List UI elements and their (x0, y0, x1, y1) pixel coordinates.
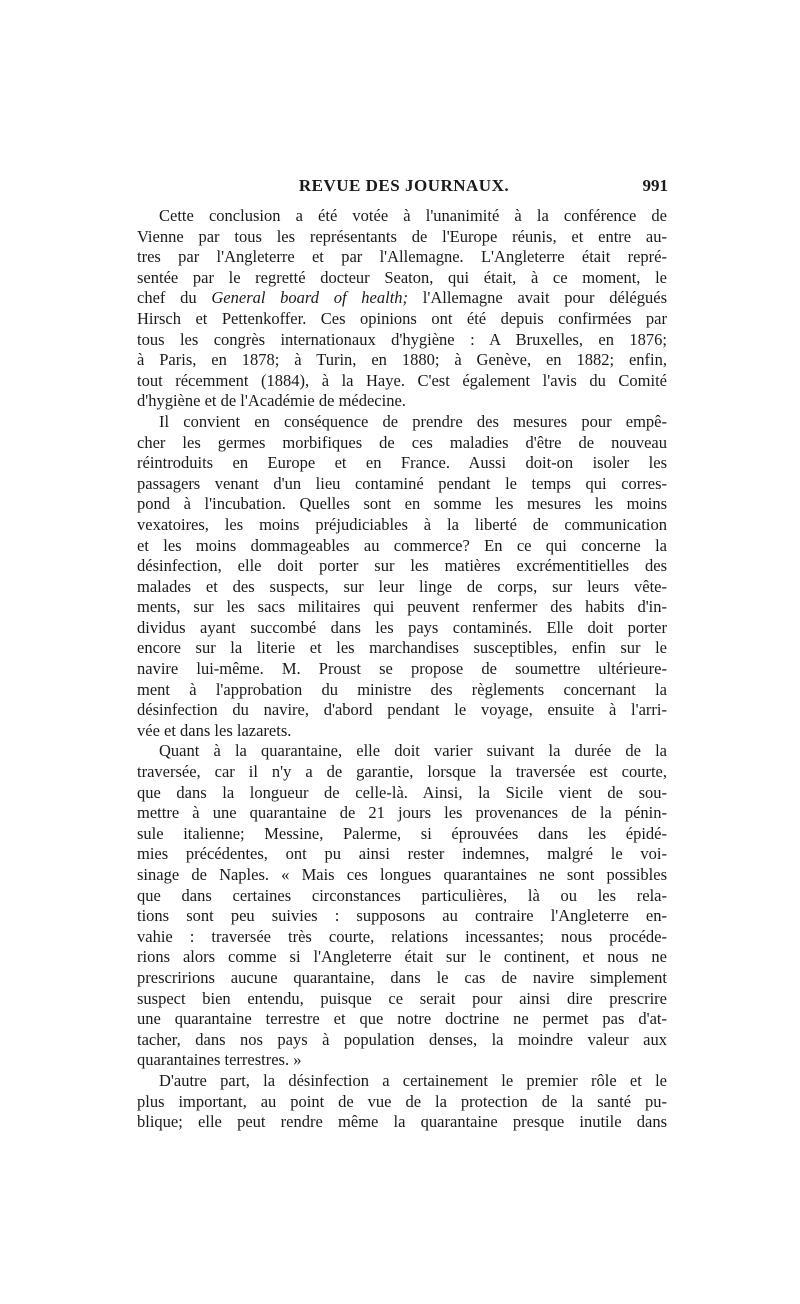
text-line: vexatoires, les moins préjudiciables à la liberté de communication (137, 514, 667, 534)
text-line: et les moins dommageables au commerce? En ce qui concerne la (137, 535, 667, 555)
text-line: Il convient en conséquence de prendre des mesures pour empê- (159, 411, 667, 431)
text-line: rions alors comme si l'Angleterre était sur le continent, et nous ne (137, 947, 667, 967)
text-line: Quant à la quarantaine, elle doit varier suivant la durée de la (159, 741, 667, 761)
text-line: Hirsch et Pettenkoffer. Ces opinions ont été depuis confirmées par (137, 308, 667, 328)
text-line: dividus ayant succombé dans les pays contaminés. Elle doit porter (137, 617, 667, 637)
text-line: tous les congrès internationaux d'hygiène : A Bruxelles, en 1876; (137, 329, 667, 349)
text-line: sinage de Naples. « Mais ces longues quarantaines ne sont possibles (137, 865, 667, 884)
text-line: à Paris, en 1878; à Turin, en 1880; à Genève, en 1882; enfin, (137, 350, 667, 370)
text-line: tres par l'Angleterre et par l'Allemagne. L'Angleterre était repré- (137, 247, 667, 267)
text-line: navire lui-même. M. Proust se propose de soumettre ultérieure- (137, 659, 667, 679)
text-line: Vienne par tous les représentants de l'Europe réunis, et entre au- (137, 226, 667, 246)
text-line: plus important, au point de vue de la protection de la santé pu- (137, 1091, 667, 1111)
text-line: mies précédentes, ont pu ainsi rester indemnes, malgré le voi- (137, 844, 667, 864)
text-line: D'autre part, la désinfection a certainement le premier rôle et le (159, 1070, 667, 1090)
text-line: désinfection du navire, d'abord pendant le voyage, ensuite à l'arri- (137, 700, 667, 720)
text-line: pond à l'incubation. Quelles sont en somme les mesures les moins (137, 494, 667, 514)
text-line: ment à l'approbation du ministre des règlements concernant la (137, 679, 667, 699)
text-line: sentée par le regretté docteur Seaton, qui était, à ce moment, le (137, 267, 667, 287)
text-line: ments, sur les sacs militaires qui peuvent renfermer des habits d'in- (137, 597, 667, 617)
text-line: désinfection, elle doit porter sur les matières excrémentitielles des (137, 556, 667, 576)
text-line: traversée, car il n'y a de garantie, lorsque la traversée est courte, (137, 762, 667, 782)
text-line: quarantaines terrestres. » (137, 1050, 302, 1070)
page-header (140, 176, 668, 200)
text-line: blique; elle peut rendre même la quarantaine presque inutile dans (137, 1112, 667, 1132)
text-line: une quarantaine terrestre et que notre doctrine ne permet pas d'at- (137, 1009, 667, 1029)
text-line: suspect bien entendu, puisque ce serait pour ainsi dire prescrire (137, 988, 667, 1008)
text-line: chef du General board of health; l'Allemagne avait pour délégués (137, 288, 667, 308)
text-line: malades et des suspects, sur leur linge de corps, sur leurs vête- (137, 576, 667, 596)
text-line: réintroduits en Europe et en France. Aussi doit-on isoler les (137, 453, 667, 473)
text-line: tout récemment (1884), à la Haye. C'est également l'avis du Comité (137, 370, 667, 390)
text-line: que dans la longueur de celle-là. Ainsi, la Sicile vient de sou- (137, 782, 667, 802)
text-line: tacher, dans nos pays à population denses, la moindre valeur aux (137, 1029, 667, 1049)
text-line: passagers venant d'un lieu contaminé pendant le temps qui corres- (137, 473, 667, 493)
text-line: encore sur la literie et les marchandises susceptibles, enfin sur le (137, 638, 667, 658)
text-line: mettre à une quarantaine de 21 jours les provenances de la pénin- (137, 803, 667, 823)
text-line: Cette conclusion a été votée à l'unanimité à la conférence de (159, 206, 667, 225)
text-line: que dans certaines circonstances particulières, là ou les rela- (137, 885, 667, 905)
text-line: vahie : traversée très courte, relations incessantes; nous procéde- (137, 926, 667, 946)
body-text (137, 206, 667, 1133)
text-line: d'hygiène et de l'Académie de médecine. (137, 391, 406, 411)
running-title: REVUE DES JOURNAUX. (298, 176, 510, 195)
page-number: 991 (642, 176, 668, 195)
text-line: prescririons aucune quarantaine, dans le cas de navire simplement (137, 967, 667, 987)
text-line: vée et dans les lazarets. (137, 720, 292, 740)
text-line: cher les germes morbifiques de ces maladies d'être de nouveau (137, 432, 667, 452)
text-line: tions sont peu suivies : supposons au contraire l'Angleterre en- (137, 906, 667, 926)
text-line: sule italienne; Messine, Palerme, si éprouvées dans les épidé- (137, 823, 667, 843)
